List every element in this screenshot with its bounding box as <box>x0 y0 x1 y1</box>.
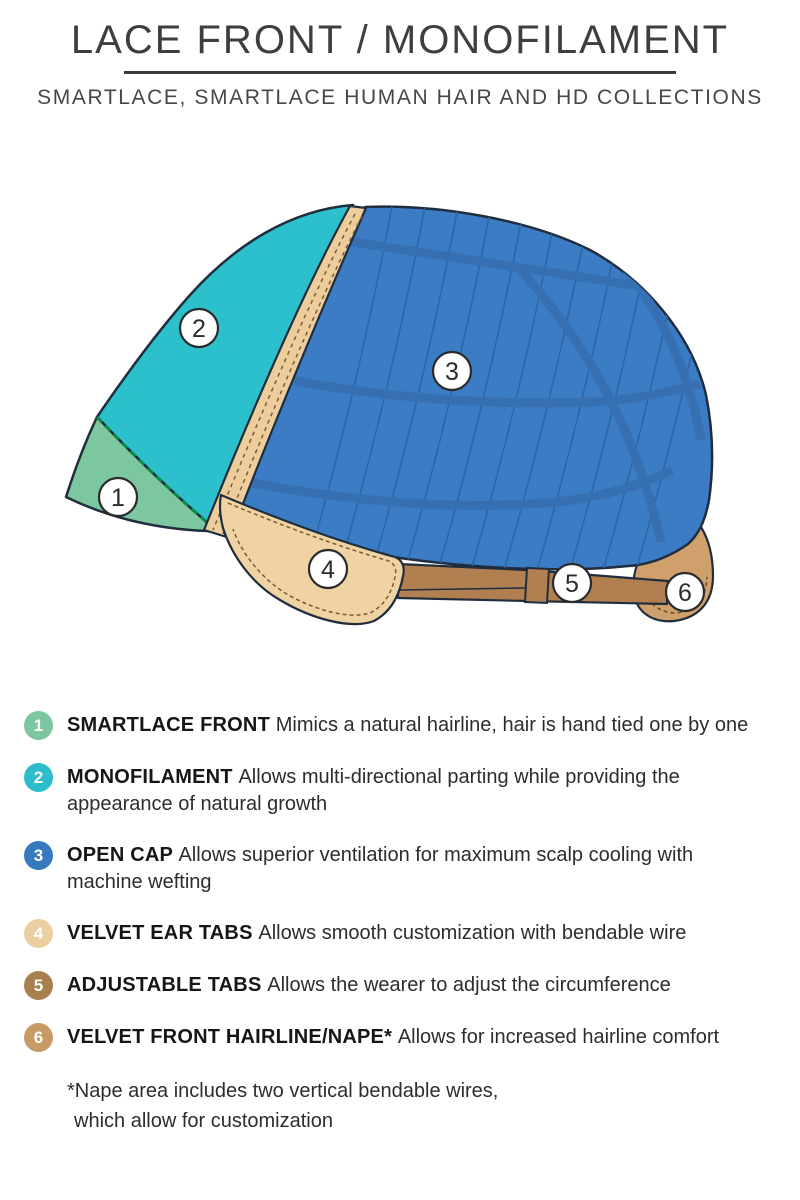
legend-item-4 <box>24 920 776 948</box>
callout-1 <box>99 478 137 516</box>
callout-2 <box>180 309 218 347</box>
legend-item-5 <box>24 972 776 1000</box>
legend-badge-4: 4 <box>24 919 53 948</box>
callout-2-number: 2 <box>192 315 206 343</box>
legend-text-2: MONOFILAMENT Allows multi-directional parting while providing the appearance of natural growth <box>67 766 680 815</box>
legend <box>24 712 776 1136</box>
page-header <box>0 18 800 110</box>
legend-badge-1: 1 <box>24 711 53 740</box>
callout-3-number: 3 <box>445 358 459 386</box>
footnote <box>67 1076 776 1136</box>
legend-item-6 <box>24 1024 776 1052</box>
callout-4-number: 4 <box>321 556 335 584</box>
callout-5-number: 5 <box>565 570 579 598</box>
callout-4 <box>309 550 347 588</box>
callout-1-number: 1 <box>111 484 125 512</box>
footnote-line-2: which allow for customization <box>74 1110 333 1132</box>
legend-text-5: ADJUSTABLE TABS Allows the wearer to adjust the circumference <box>67 974 671 996</box>
adjustable-tab-strap <box>398 564 668 604</box>
footnote-line-1: *Nape area includes two vertical bendable wires, <box>67 1080 499 1102</box>
legend-item-2 <box>24 764 776 818</box>
legend-text-1: SMARTLACE FRONT Mimics a natural hairline, hair is hand tied one by one <box>67 714 749 736</box>
legend-text-6: VELVET FRONT HAIRLINE/NAPE* Allows for increased hairline comfort <box>67 1026 720 1048</box>
legend-badge-5: 5 <box>24 971 53 1000</box>
strap-buckle <box>525 568 549 603</box>
legend-badge-3: 3 <box>24 841 53 870</box>
wig-cap-illustration <box>0 150 800 670</box>
callout-3 <box>433 352 471 390</box>
title-underline <box>124 71 676 74</box>
callout-6 <box>666 573 704 611</box>
callout-6-number: 6 <box>678 579 692 607</box>
legend-badge-6: 6 <box>24 1023 53 1052</box>
page-title: LACE FRONT / MONOFILAMENT <box>70 18 730 62</box>
legend-text-3: OPEN CAP Allows superior ventilation for maximum scalp cooling with machine wefting <box>67 844 694 893</box>
legend-item-1 <box>24 712 776 740</box>
legend-text-4: VELVET EAR TABS Allows smooth customization with bendable wire <box>67 922 687 944</box>
wig-cap-diagram <box>0 150 800 670</box>
callout-5 <box>553 564 591 602</box>
legend-item-3 <box>24 842 776 896</box>
legend-badge-2: 2 <box>24 763 53 792</box>
page-subtitle: SMARTLACE, SMARTLACE HUMAN HAIR AND HD COLLECTIONS <box>37 86 763 109</box>
